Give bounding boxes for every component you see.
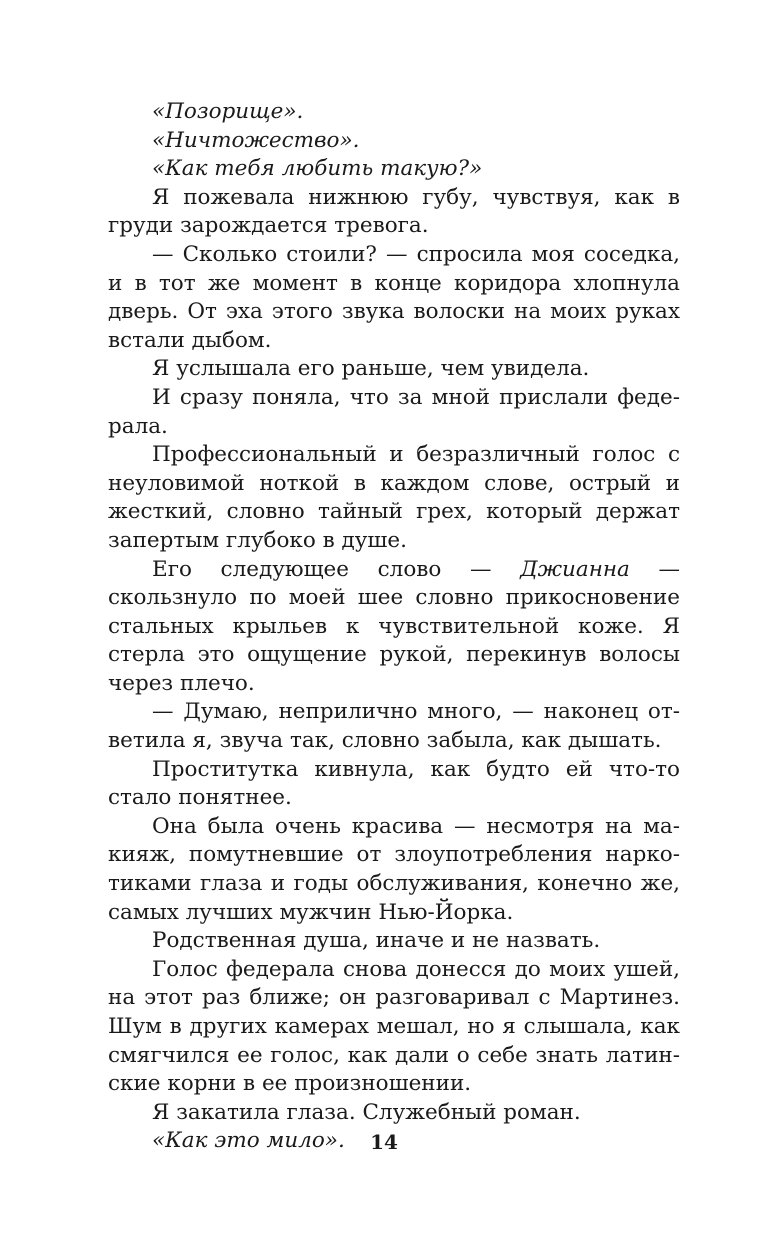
paragraph: Я пожевала нижнюю губу, чувствуя, как в груди зарождается тревога. xyxy=(108,184,680,239)
page-body-text xyxy=(108,98,680,1156)
paragraph: Профессиональный и безразличный голос с неуловимой ноткой в каждом слове, острый и жесткий, словно тайный грех, который держат запертым глубоко в душе. xyxy=(108,442,680,553)
paragraph: — Сколько стоили? — спросила моя соседка, и в тот же момент в конце коридора хлопнула дверь. От эха этого звука волоски на моих руках встали дыбом. xyxy=(108,241,680,353)
italic-quote-line: «Как это мило». xyxy=(152,1128,345,1154)
paragraph: Она была очень красива — несмотря на ма-кияж, помутневшие от злоупотребления нарко-тиками глаза и годы обслуживания, конечно же, самых лучших мужчин Нью-Йорка. xyxy=(108,813,680,925)
italic-name: Джианна xyxy=(520,556,630,582)
paragraph-text-before: Его следующее слово — xyxy=(152,556,521,582)
italic-quote-line: «Ничтожество». xyxy=(152,127,360,153)
paragraph: Родственная душа, иначе и не назвать. xyxy=(152,928,601,954)
paragraph: Проститутка кивнула, как будто ей что-то стало понятнее. xyxy=(108,756,680,811)
paragraph: Я закатила глаза. Служебный роман. xyxy=(152,1099,581,1125)
paragraph: Голос федерала снова донесся до моих ушей, на этот раз ближе; он разговаривал с Мартинез. Шум в других камерах мешал, но я слышала, как смягчился ее голос, как дали о себе знать латин-ские корни в ее произношении. xyxy=(108,956,680,1097)
paragraph: Я услышала его раньше, чем увидела. xyxy=(152,356,590,382)
paragraph-with-italic-name xyxy=(108,556,680,699)
paragraph: — Думаю, неприлично много, — наконец от-ветила я, звуча так, словно забыла, как дышать. xyxy=(108,699,680,754)
page-number: 14 xyxy=(370,1130,398,1154)
paragraph-text-after: — скользнуло по моей шее словно прикосновение стальных крыльев к чувствительной коже. Я стерла это ощущение рукой, перекинув волосы через плечо. xyxy=(108,556,680,696)
paragraph: И сразу поняла, что за мной прислали феде-рала. xyxy=(108,384,680,439)
italic-quote-line: «Позорище». xyxy=(152,99,304,124)
italic-quote-line: «Как тебя любить такую?» xyxy=(152,156,483,182)
